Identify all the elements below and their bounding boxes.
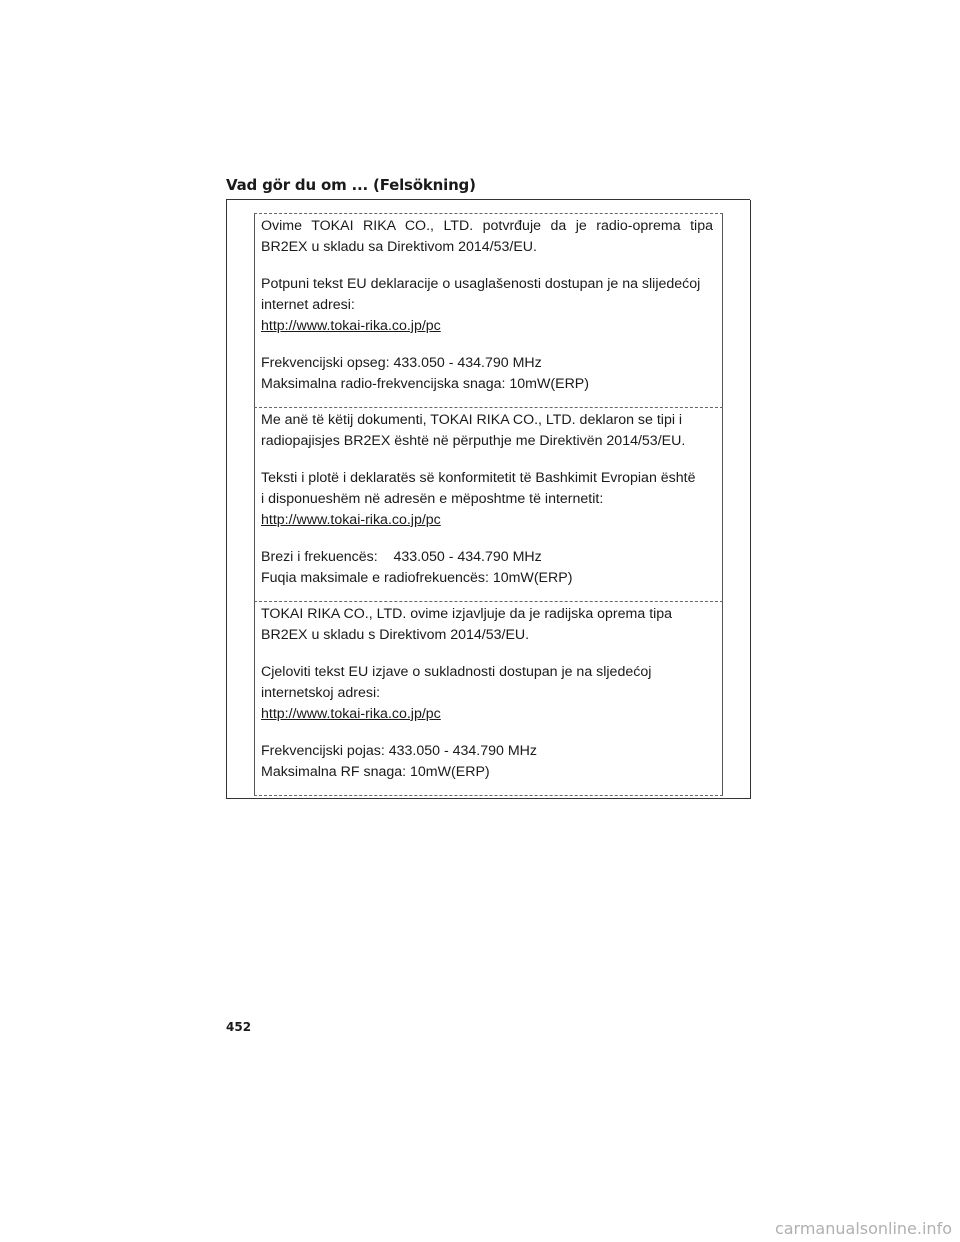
statement-line: radiopajisjes BR2EX është në përputhje me Direktivën 2014/53/EU. [261, 433, 686, 449]
full-text-line: i disponueshëm në adresën e mëposhtme të internetit: [261, 491, 604, 507]
conformity-statement [261, 410, 713, 452]
watermark: carmanualsonline.info [774, 1219, 952, 1238]
full-text-line: internetskoj adresi: [261, 685, 381, 701]
declaration-link[interactable]: http://www.tokai-rika.co.jp/pc [261, 512, 441, 528]
conformity-statement: Ovime TOKAI RIKA CO., LTD. potvrđuje da je radio-oprema tipa BR2EX u skladu sa Direktivom 2014/53/EU. [261, 218, 713, 255]
max-power: Maksimalna radio-frekvencijska snaga: 10mW(ERP) [261, 376, 589, 392]
page-number: 452 [226, 1020, 252, 1034]
full-text-note [261, 662, 713, 725]
full-text-line: Cjeloviti tekst EU izjave o sukladnosti dostupan je na sljedećoj [261, 664, 652, 680]
statement-line: TOKAI RIKA CO., LTD. ovime izjavljuje da je radijska oprema tipa [261, 606, 673, 622]
declaration-link[interactable]: http://www.tokai-rika.co.jp/pc [261, 318, 441, 334]
full-text-line: Teksti i plotë i deklaratës së konformitetit të Bashkimit Evropian është [261, 470, 696, 486]
frequency-range: Frekvencijski opseg: 433.050 - 434.790 MHz [261, 355, 542, 371]
table-top-border [254, 213, 723, 214]
declaration-croatian [261, 604, 713, 799]
statement-line: BR2EX u skladu s Direktivom 2014/53/EU. [261, 627, 530, 643]
radio-specs [261, 353, 713, 395]
conformity-statement [261, 604, 713, 646]
full-text-line: internet adresi: [261, 297, 355, 313]
statement-line: Me anë të këtij dokumenti, TOKAI RIKA CO., LTD. deklaron se tipi i [261, 412, 683, 428]
full-text-note [261, 468, 713, 531]
frequency-range: Frekvencijski pojas: 433.050 - 434.790 MHz [261, 743, 538, 759]
section-header-title: Vad gör du om ... (Felsökning) [226, 176, 476, 194]
declaration-bosnian [261, 216, 713, 411]
frequency-range: Brezi i frekuencës: 433.050 - 434.790 MHz [261, 549, 542, 565]
max-power: Fuqia maksimale e radiofrekuencës: 10mW(ERP) [261, 570, 573, 586]
declaration-albanian [261, 410, 713, 605]
full-text-line: Potpuni tekst EU deklaracije o usaglašenosti dostupan je na slijedećoj [261, 276, 701, 292]
declaration-link[interactable]: http://www.tokai-rika.co.jp/pc [261, 706, 441, 722]
radio-specs [261, 741, 713, 783]
max-power: Maksimalna RF snaga: 10mW(ERP) [261, 764, 490, 780]
radio-specs [261, 547, 713, 589]
full-text-note [261, 274, 713, 337]
